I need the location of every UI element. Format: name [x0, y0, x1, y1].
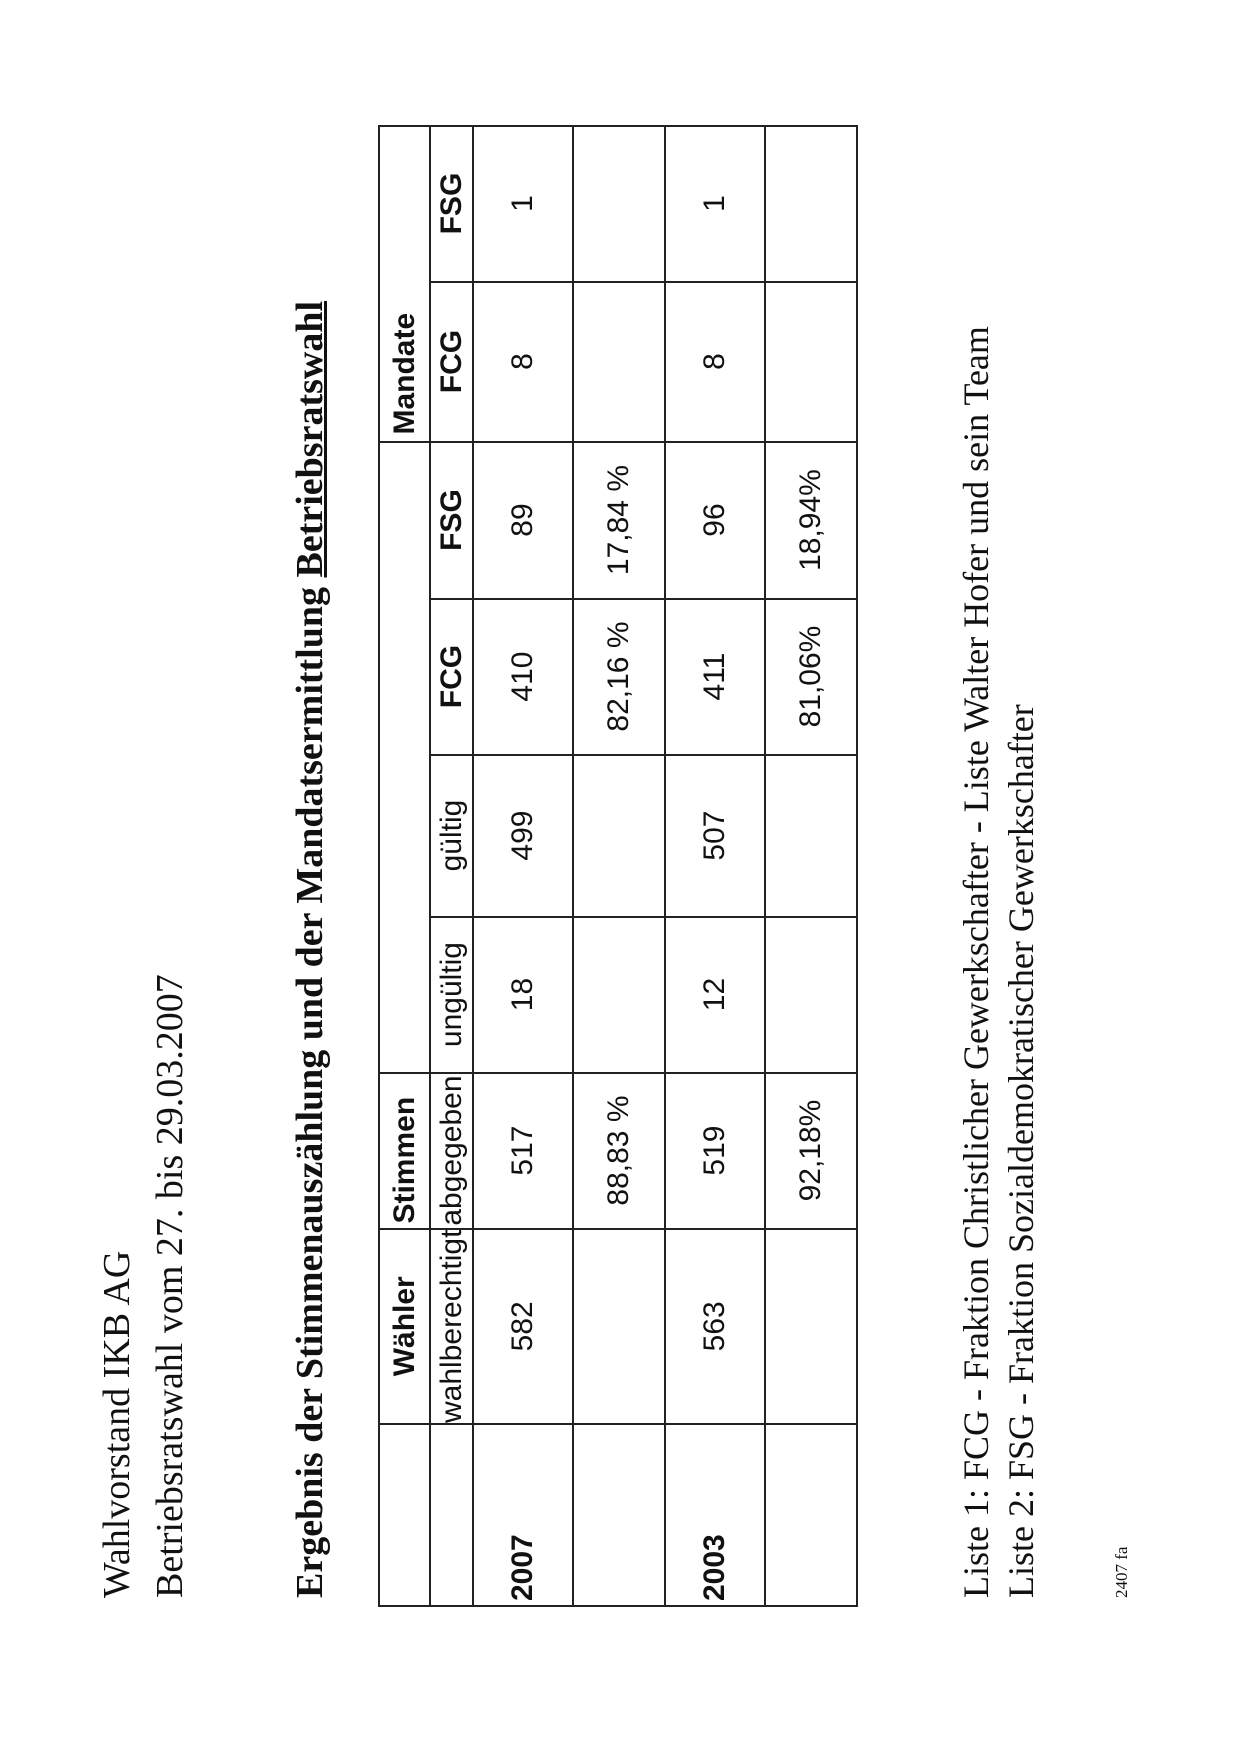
empty-cell	[573, 1424, 665, 1606]
subheader-mandate-fsg: FSG	[430, 126, 473, 282]
table-row-2003-percent	[765, 126, 857, 1606]
empty-corner-cell	[379, 1424, 430, 1606]
cell-pct-abgegeben-2007: 88,83 %	[573, 1073, 665, 1229]
empty-cell	[573, 917, 665, 1073]
cell-mandate-fsg-2003: 1	[665, 126, 765, 282]
cell-ungueltig-2003: 12	[665, 917, 765, 1073]
cell-wahlberechtigt-2003: 563	[665, 1229, 765, 1424]
cell-mandate-fcg-2007: 8	[473, 282, 573, 442]
cell-pct-fsg-2003: 18,94%	[765, 442, 857, 599]
subheader-fsg: FSG	[430, 442, 473, 599]
empty-group-cell	[379, 442, 430, 1073]
empty-cell	[573, 755, 665, 917]
empty-cell	[573, 282, 665, 442]
year-2007: 2007	[473, 1424, 573, 1606]
cell-wahlberechtigt-2007: 582	[473, 1229, 573, 1424]
table-row-2007	[473, 126, 573, 1606]
cell-gueltig-2007: 499	[473, 755, 573, 917]
empty-cell	[765, 755, 857, 917]
legend-liste-2: Liste 2: FSG - Fraktion Sozialdemokratischer Gewerkschafter	[1001, 704, 1041, 1598]
header-stimmen: Stimmen	[379, 1073, 430, 1229]
subheader-mandate-fcg: FCG	[430, 282, 473, 442]
empty-cell	[765, 917, 857, 1073]
document-heading	[288, 301, 332, 1598]
heading-underlined: Betriebsratswahl	[289, 300, 331, 578]
cell-ungueltig-2007: 18	[473, 917, 573, 1073]
empty-cell	[573, 126, 665, 282]
empty-cell	[765, 282, 857, 442]
footer-note: 2407 fa	[1112, 1546, 1131, 1598]
cell-mandate-fsg-2007: 1	[473, 126, 573, 282]
cell-pct-fcg-2003: 81,06%	[765, 599, 857, 755]
cell-pct-abgegeben-2003: 92,18%	[765, 1073, 857, 1229]
year-2003: 2003	[665, 1424, 765, 1606]
cell-fsg-2003: 96	[665, 442, 765, 599]
cell-fcg-2007: 410	[473, 599, 573, 755]
legend-liste-1: Liste 1: FCG - Fraktion Christlicher Gewerkschafter - Liste Walter Hofer und sein Team	[956, 326, 996, 1598]
election-period: Betriebsratswahl vom 27. bis 29.03.2007	[149, 974, 191, 1598]
cell-gueltig-2003: 507	[665, 755, 765, 917]
empty-sub-cell	[430, 1424, 473, 1606]
results-table	[378, 125, 858, 1607]
subheader-abgegeben: abgegeben	[430, 1073, 473, 1229]
cell-abgegeben-2007: 517	[473, 1073, 573, 1229]
heading-main: Ergebnis der Stimmenauszählung und der Mandatsermittlung	[289, 577, 331, 1598]
cell-fcg-2003: 411	[665, 599, 765, 755]
empty-cell	[765, 1424, 857, 1606]
empty-cell	[765, 1229, 857, 1424]
organization-title: Wahlvorstand IKB AG	[96, 1250, 138, 1598]
subheader-gueltig: gültig	[430, 755, 473, 917]
table-row-2007-percent	[573, 126, 665, 1606]
cell-pct-fcg-2007: 82,16 %	[573, 599, 665, 755]
cell-pct-fsg-2007: 17,84 %	[573, 442, 665, 599]
subheader-fcg: FCG	[430, 599, 473, 755]
table-sub-header-row	[430, 126, 473, 1606]
empty-cell	[573, 1229, 665, 1424]
empty-cell	[765, 126, 857, 282]
table-row-2003	[665, 126, 765, 1606]
cell-mandate-fcg-2003: 8	[665, 282, 765, 442]
subheader-ungueltig: ungültig	[430, 917, 473, 1073]
header-mandate: Mandate	[379, 126, 430, 442]
cell-fsg-2007: 89	[473, 442, 573, 599]
table-group-header-row	[379, 126, 430, 1606]
cell-abgegeben-2003: 519	[665, 1073, 765, 1229]
subheader-wahlberechtigt: wahlberechtigt	[430, 1229, 473, 1424]
header-waehler: Wähler	[379, 1229, 430, 1424]
